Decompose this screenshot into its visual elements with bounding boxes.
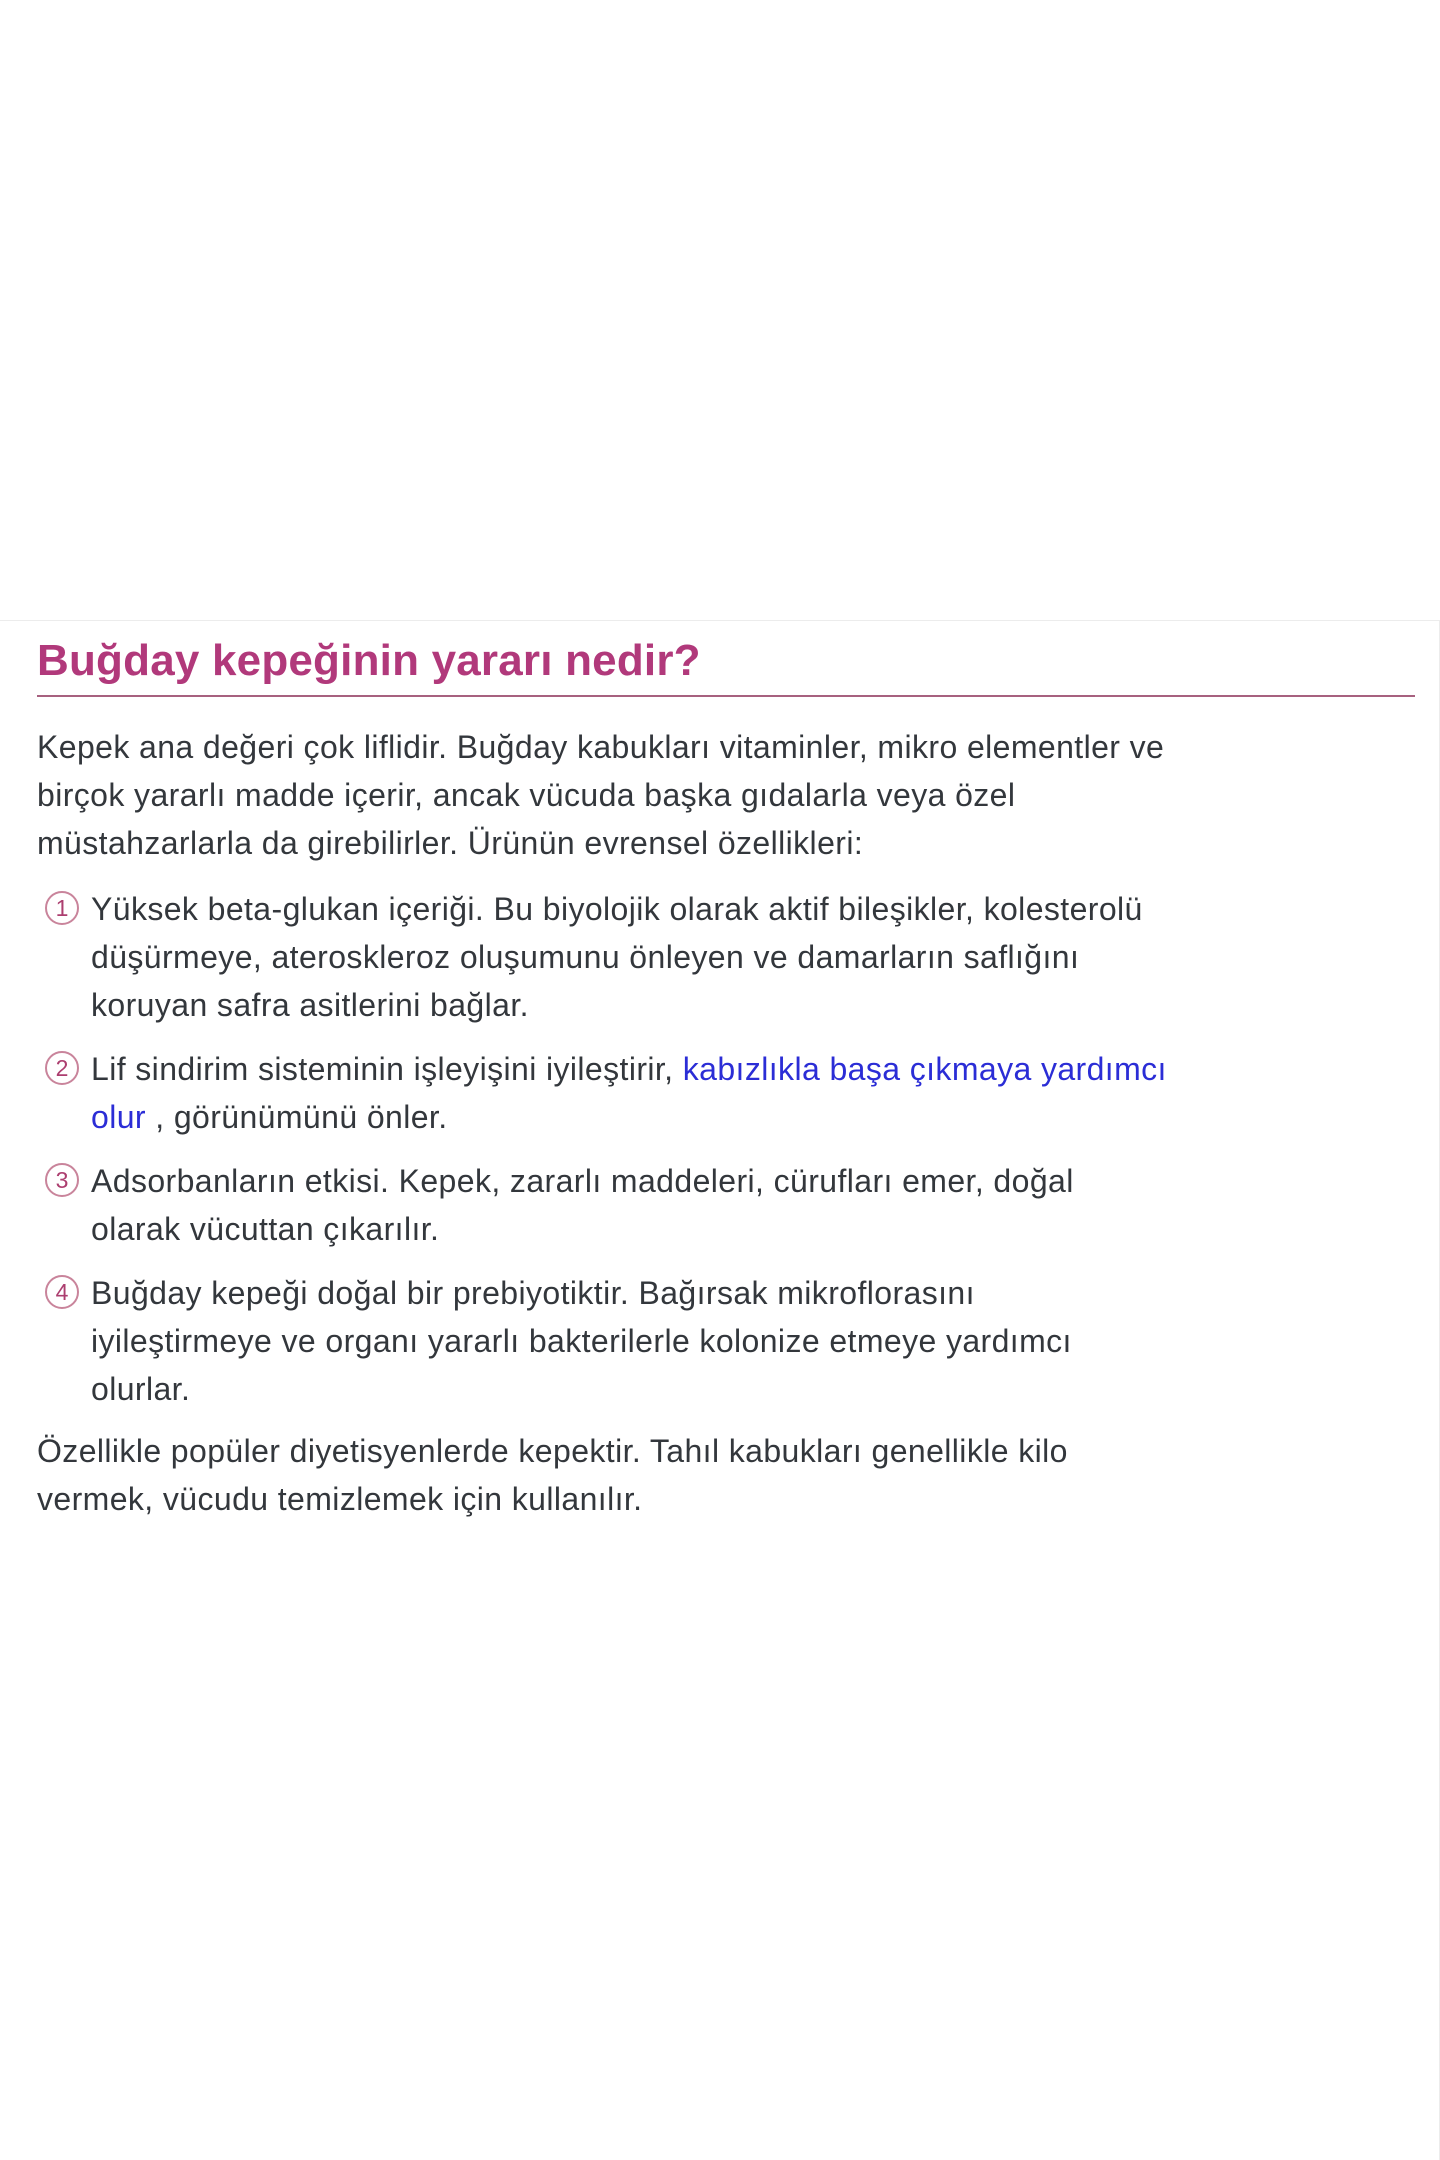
- list-item-line: düşürmeye, ateroskleroz oluşumunu önleyen ve damarların saflığını: [91, 939, 1080, 975]
- list-item: [37, 1157, 1414, 1253]
- list-item-text: [91, 1157, 1074, 1253]
- list-item-line: iyileştirmeye ve organı yararlı bakterilerle kolonize etmeye yardımcı: [91, 1323, 1072, 1359]
- intro-paragraph: [37, 723, 1414, 867]
- list-item-line: Buğday kepeği doğal bir prebiyotiktir. Bağırsak mikroflorasını: [91, 1275, 975, 1311]
- list-item-line: Adsorbanların etkisi. Kepek, zararlı maddeleri, cürufları emer, doğal: [91, 1163, 1074, 1199]
- list-item-line: olurlar.: [91, 1371, 191, 1407]
- list-item-line: [91, 1045, 1167, 1093]
- page-title: Buğday kepeğinin yararı nedir?: [37, 636, 701, 685]
- list-item-line: Yüksek beta-glukan içeriği. Bu biyolojik olarak aktif bileşikler, kolesterolü: [91, 891, 1143, 927]
- list-item-line: [91, 1093, 1167, 1141]
- list-item-text: [91, 1045, 1167, 1141]
- benefits-list: [37, 885, 1414, 1413]
- list-item-line: koruyan safra asitlerini bağlar.: [91, 987, 529, 1023]
- list-item-number-badge: 3: [45, 1163, 79, 1197]
- list-item-text: [91, 1269, 1072, 1413]
- list-item-number-badge: 4: [45, 1275, 79, 1309]
- outro-line: vermek, vücudu temizlemek için kullanılır.: [37, 1481, 643, 1517]
- outro-line: Özellikle popüler diyetisyenlerde kepektir. Tahıl kabukları genellikle kilo: [37, 1433, 1068, 1469]
- article-section: [0, 620, 1440, 2160]
- list-item-text: [91, 885, 1143, 1029]
- list-item-text-segment: , görünümünü önler.: [145, 1099, 448, 1135]
- list-item: [37, 885, 1414, 1029]
- list-item-number-badge: 2: [45, 1051, 79, 1085]
- list-item-line: olarak vücuttan çıkarılır.: [91, 1211, 440, 1247]
- constipation-help-link[interactable]: olur: [91, 1099, 146, 1135]
- list-item-text-segment: Lif sindirim sisteminin işleyişini iyileştirir,: [91, 1051, 683, 1087]
- list-item: [37, 1045, 1414, 1141]
- list-item-number-badge: 1: [45, 891, 79, 925]
- intro-line: Kepek ana değeri çok liflidir. Buğday kabukları vitaminler, mikro elementler ve: [37, 729, 1165, 765]
- intro-line: müstahzarlarla da girebilirler. Ürünün evrensel özellikleri:: [37, 825, 864, 861]
- constipation-help-link[interactable]: kabızlıkla başa çıkmaya yardımcı: [682, 1051, 1167, 1087]
- intro-line: birçok yararlı madde içerir, ancak vücuda başka gıdalarla veya özel: [37, 777, 1016, 813]
- heading-divider: [37, 695, 1415, 697]
- outro-paragraph: [37, 1427, 1414, 1523]
- list-item: [37, 1269, 1414, 1413]
